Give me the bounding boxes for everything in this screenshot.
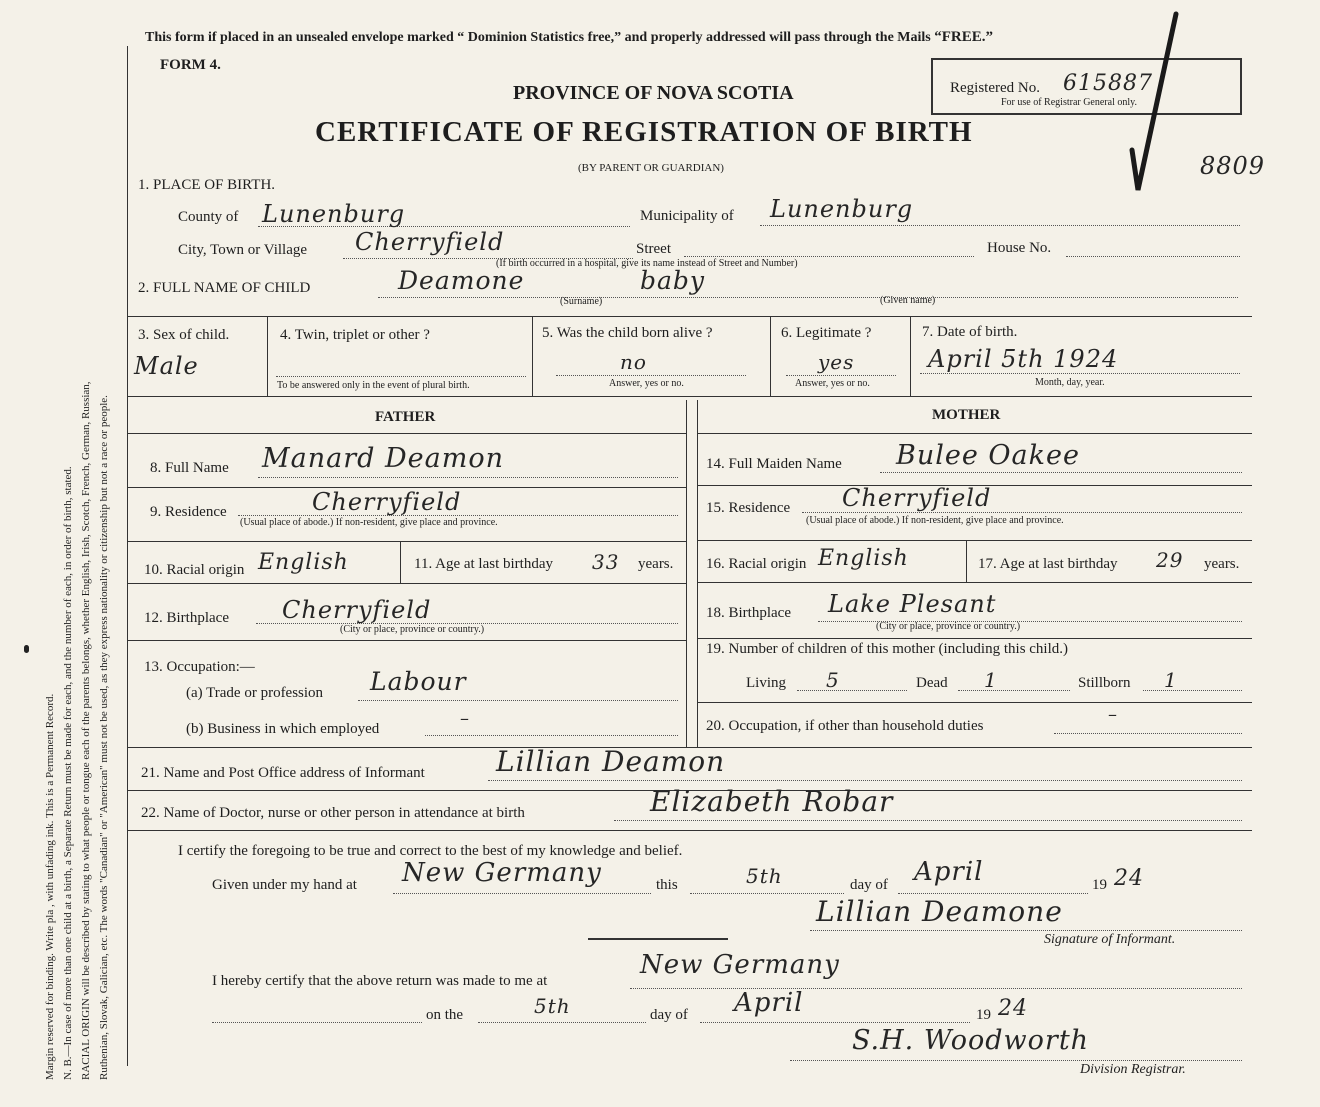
- frame-left-border: [127, 46, 128, 1066]
- attendant-label: 22. Name of Doctor, nurse or other person in attendance at birth: [141, 805, 525, 821]
- father-residence-value: Cherryfield: [312, 488, 462, 516]
- born-alive-value: no: [620, 350, 647, 374]
- mother-residence-label: 15. Residence: [706, 500, 791, 516]
- registrar-year-value: 24: [998, 996, 1028, 1021]
- informant-label: 21. Name and Post Office address of Informant: [141, 765, 425, 781]
- father-age-unit: years.: [638, 556, 674, 572]
- city-label: City, Town or Village: [178, 242, 308, 258]
- city-value: Cherryfield: [355, 228, 505, 256]
- legitimate-value: yes: [818, 350, 855, 374]
- father-age-label: 11. Age at last birthday: [414, 556, 553, 572]
- certificate-title: CERTIFICATE OF REGISTRATION OF BIRTH: [315, 116, 973, 148]
- on-the-label: on the: [426, 1007, 464, 1023]
- margin-note-racial-origin-1: RACIAL ORIGIN will be described by stating to what people or tongue each of the parents belongs, whether English, Irish, Scotch, French, German, Russian,: [80, 381, 92, 1080]
- mother-heading: MOTHER: [932, 407, 1001, 423]
- father-name-value: Manard Deamon: [262, 443, 504, 474]
- sex-label: 3. Sex of child.: [138, 327, 230, 343]
- mother-occupation-value: –: [1108, 704, 1118, 725]
- informant-signature-caption: Signature of Informant.: [1044, 932, 1176, 947]
- date-of-birth-label: 7. Date of birth.: [922, 324, 1018, 340]
- county-value: Lunenburg: [262, 200, 406, 228]
- binding-hole-mark: [24, 645, 29, 653]
- father-business-label: (b) Business in which employed: [186, 721, 380, 737]
- given-month-value: April: [914, 857, 984, 887]
- informant-value: Lillian Deamon: [496, 745, 726, 778]
- legitimate-caption: Answer, yes or no.: [795, 378, 870, 389]
- father-trade-label: (a) Trade or profession: [186, 685, 324, 701]
- corner-stamp-number: 8809: [1200, 152, 1266, 180]
- father-residence-note: (Usual place of abode.) If non-resident, give place and province.: [240, 517, 498, 528]
- father-occupation-label: 13. Occupation:—: [144, 659, 255, 675]
- registered-number-box: [931, 58, 1242, 115]
- registrar-signature: S.H. Woodworth: [852, 1025, 1090, 1056]
- mother-children-label: 19. Number of children of this mother (including this child.): [706, 641, 1069, 657]
- twin-note: To be answered only in the event of plural birth.: [277, 380, 470, 391]
- father-business-value: –: [460, 708, 470, 729]
- stillborn-value: 1: [1164, 668, 1178, 692]
- surname-caption: (Surname): [560, 296, 603, 307]
- certification-statement: I certify the foregoing to be true and correct to the best of my knowledge and belief.: [178, 843, 683, 859]
- registrar-month-value: April: [734, 988, 804, 1018]
- given-day-of-label: day of: [850, 877, 888, 893]
- province-heading: PROVINCE OF NOVA SCOTIA: [513, 82, 794, 104]
- mother-name-label: 14. Full Maiden Name: [706, 456, 842, 472]
- twin-label: 4. Twin, triplet or other ?: [280, 327, 430, 343]
- registrar-year-prefix: 19: [976, 1007, 991, 1023]
- registered-label: Registered No.: [950, 80, 1040, 96]
- father-age-value: 33: [592, 550, 620, 574]
- municipality-value: Lunenburg: [770, 195, 914, 223]
- father-birthplace-note: (City or place, province or country.): [340, 624, 485, 635]
- mother-age-unit: years.: [1204, 556, 1240, 572]
- father-racial-origin-label: 10. Racial origin: [144, 562, 245, 578]
- child-surname-value: Deamone: [398, 266, 525, 295]
- registrar-place-value: New Germany: [640, 950, 840, 980]
- this-label: this: [656, 877, 678, 893]
- mother-birthplace-value: Lake Plesant: [828, 590, 997, 618]
- certificate-subtitle: (BY PARENT OR GUARDIAN): [578, 162, 724, 174]
- given-under-hand-label: Given under my hand at: [212, 877, 357, 893]
- street-label: Street: [636, 241, 671, 257]
- section-divider: [588, 938, 728, 940]
- father-residence-label: 9. Residence: [150, 504, 227, 520]
- legitimate-label: 6. Legitimate ?: [781, 325, 872, 341]
- child-name-label: 2. FULL NAME OF CHILD: [138, 280, 311, 296]
- father-birthplace-value: Cherryfield: [282, 596, 432, 624]
- mother-residence-value: Cherryfield: [842, 484, 992, 512]
- father-racial-origin-value: English: [258, 550, 349, 575]
- informant-signature: Lillian Deamone: [816, 895, 1063, 928]
- margin-note-plural-birth: N. B.—In case of more than one child at a birth, a Separate Return must be made for each, and the number of each, in order of birth, stated.: [62, 466, 74, 1080]
- attendant-value: Elizabeth Robar: [650, 785, 894, 818]
- stillborn-label: Stillborn: [1078, 675, 1131, 691]
- born-alive-label: 5. Was the child born alive ?: [542, 325, 713, 341]
- father-heading: FATHER: [375, 409, 436, 425]
- registrar-signature-caption: Division Registrar.: [1080, 1062, 1186, 1077]
- municipality-label: Municipality of: [640, 208, 734, 224]
- margin-note-racial-origin-2: Ruthenian, Slovak, Galician, etc. The words "Canadian" or "American" must not be used, as they express nationality or citizenship but not a race or people.: [98, 395, 110, 1080]
- house-number-label: House No.: [987, 240, 1052, 256]
- father-trade-value: Labour: [370, 667, 467, 696]
- registrar-only-note: For use of Registrar General only.: [1001, 97, 1137, 108]
- margin-note-binding: Margin reserved for binding. Write pla , with unfading ink. This is a Permanent Record.: [44, 693, 56, 1080]
- sex-value: Male: [134, 352, 199, 380]
- mother-racial-origin-label: 16. Racial origin: [706, 556, 807, 572]
- dead-value: 1: [984, 668, 998, 692]
- living-label: Living: [746, 675, 786, 691]
- born-alive-caption: Answer, yes or no.: [609, 378, 684, 389]
- mother-occupation-label: 20. Occupation, if other than household duties: [706, 718, 984, 734]
- given-place-value: New Germany: [402, 858, 602, 888]
- date-of-birth-value: April 5th 1924: [928, 345, 1119, 373]
- mail-note: This form if placed in an unsealed envelope marked “ Dominion Statistics free,” and properly addressed will pass through the Mails “FREE.”: [145, 29, 994, 45]
- form-number: FORM 4.: [160, 57, 221, 73]
- given-year-value: 24: [1114, 866, 1144, 891]
- registrar-day-of-label: day of: [650, 1007, 688, 1023]
- mother-age-label: 17. Age at last birthday: [978, 556, 1118, 572]
- mother-name-value: Bulee Oakee: [896, 440, 1080, 471]
- given-year-prefix: 19: [1092, 877, 1107, 893]
- mother-racial-origin-value: English: [818, 546, 909, 571]
- place-of-birth-label: 1. PLACE OF BIRTH.: [138, 177, 276, 193]
- child-given-name-value: baby: [640, 266, 706, 295]
- living-value: 5: [826, 668, 840, 692]
- mother-birthplace-note: (City or place, province or country.): [876, 621, 1021, 632]
- father-birthplace-label: 12. Birthplace: [144, 610, 229, 626]
- father-name-label: 8. Full Name: [150, 460, 229, 476]
- check-mark-stroke: [1110, 10, 1190, 210]
- dead-label: Dead: [916, 675, 948, 691]
- registrar-day-value: 5th: [534, 994, 571, 1018]
- given-day-value: 5th: [746, 864, 783, 888]
- county-label: County of: [178, 209, 239, 225]
- mother-residence-note: (Usual place of abode.) If non-resident, give place and province.: [806, 515, 1064, 526]
- given-name-caption: (Given name): [880, 295, 936, 306]
- registrar-statement: I hereby certify that the above return was made to me at: [212, 973, 548, 989]
- registered-number: 615887: [1063, 71, 1153, 96]
- mother-birthplace-label: 18. Birthplace: [706, 605, 791, 621]
- mother-age-value: 29: [1156, 548, 1184, 572]
- date-of-birth-caption: Month, day, year.: [1035, 377, 1105, 388]
- street-note: (If birth occurred in a hospital, give its name instead of Street and Number): [496, 258, 798, 269]
